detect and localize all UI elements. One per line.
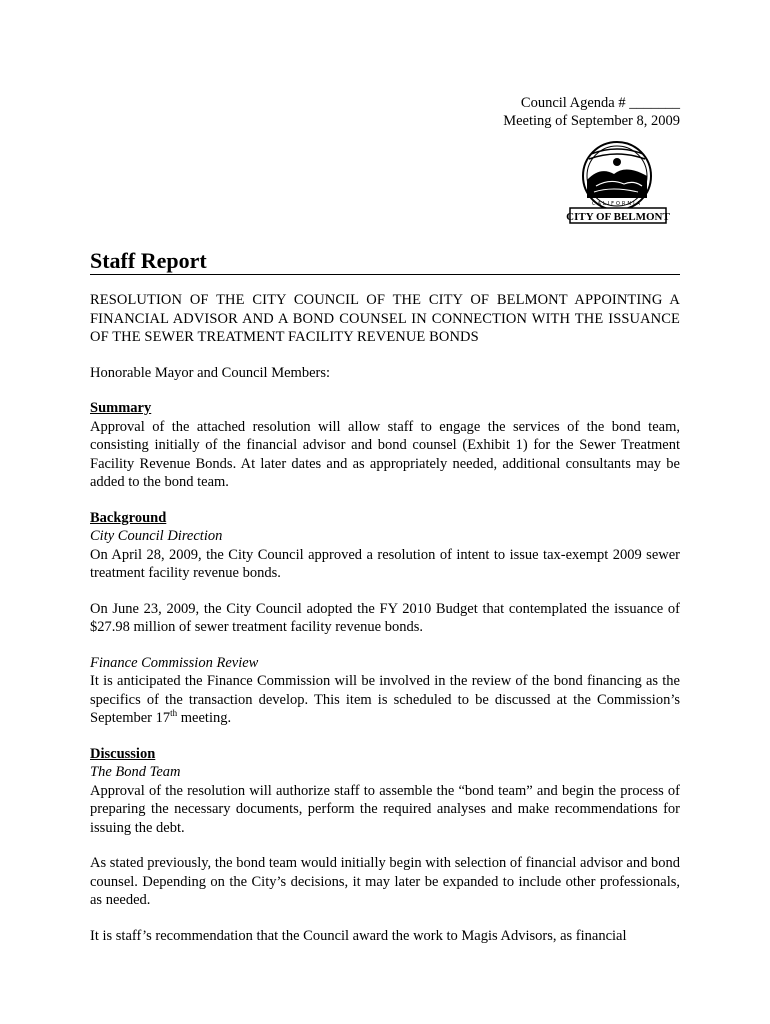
- agenda-header: [503, 94, 680, 130]
- city-council-direction-heading: City Council Direction: [90, 528, 223, 544]
- discussion-paragraph-3: It is staff’s recommendation that the Council award the work to Magis Advisors, as financial: [90, 927, 627, 944]
- background-heading: Background: [90, 509, 167, 526]
- background-paragraph-1: On April 28, 2009, the City Council approved a resolution of intent to issue tax-exempt 2009 sewer treatment facility revenue bonds.: [90, 546, 680, 581]
- salutation: Honorable Mayor and Council Members:: [90, 364, 331, 381]
- agenda-number-line: Council Agenda # _______: [520, 95, 680, 111]
- page-title: Staff Report: [90, 248, 680, 275]
- discussion-paragraph-2: As stated previously, the bond team would initially begin with selection of financial advisor and bond counsel. Depending on the City’s decisions, it may later be expanded to include other professionals, as needed.: [90, 855, 680, 908]
- summary-section: [90, 399, 680, 492]
- discussion-heading: Discussion: [90, 745, 156, 762]
- paragraph-3-text: It is anticipated the Finance Commission will be involved in the review of the bond financing as the specifics of the transaction develop. This item is scheduled to be discussed at the Commission’s September 17: [90, 673, 680, 726]
- seal-small-text: CALIFORNIA: [591, 201, 643, 207]
- report-content: [90, 248, 680, 945]
- background-paragraph-3: [90, 672, 680, 728]
- city-seal-icon: [566, 140, 672, 226]
- discussion-paragraph-1: Approval of the resolution will authorize staff to assemble the “bond team” and begin the process of preparing the necessary documents, perform the required analyses and make recommendations for issuing the debt.: [90, 782, 680, 836]
- ordinal-suffix: th: [170, 708, 178, 719]
- discussion-section: [90, 745, 680, 946]
- summary-heading: Summary: [90, 400, 152, 416]
- bond-team-heading: The Bond Team: [90, 764, 181, 780]
- meeting-date-line: Meeting of September 8, 2009: [503, 113, 680, 129]
- paragraph-3-end: meeting.: [177, 710, 232, 726]
- report-subject: RESOLUTION OF THE CITY COUNCIL OF THE CITY OF BELMONT APPOINTING A FINANCIAL ADVISOR AND A BOND COUNSEL IN CONNECTION WITH THE ISSUANCE OF THE SEWER TREATMENT FACILITY REVENUE BONDS: [90, 292, 680, 345]
- finance-commission-heading: Finance Commission Review: [90, 654, 259, 671]
- city-seal-logo: [566, 140, 672, 226]
- summary-text: Approval of the attached resolution will allow staff to engage the services of the bond team, consisting initially of the financial advisor and bond counsel (Exhibit 1) for the Sewer Treatment Facility Revenue Bonds. At later dates and as appropriately needed, additional consultants may be added to the bond team.: [90, 418, 680, 490]
- background-section: [90, 509, 680, 728]
- seal-label: CITY OF BELMONT: [566, 211, 670, 223]
- background-paragraph-2: On June 23, 2009, the City Council adopted the FY 2010 Budget that contemplated the issuance of $27.98 million of sewer treatment facility revenue bonds.: [90, 600, 680, 635]
